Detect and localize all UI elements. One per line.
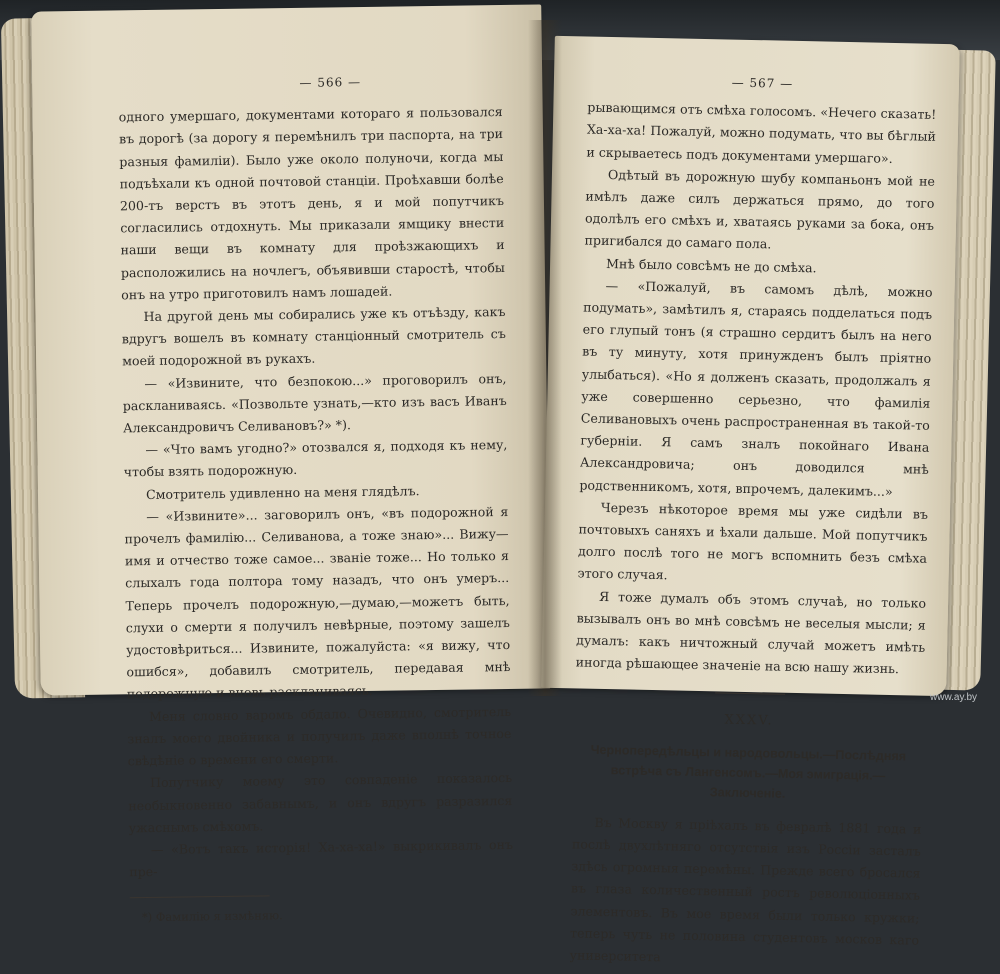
paragraph: Въ Москву я пріѣхалъ въ февралѣ 1881 года и послѣ двухлѣтняго отсутствія изъ Россіи засталъ здѣсь огромныя перемѣны. Прежде всего бросался въ глаза количественный ростъ революціонныхъ элементовъ. Въ мое время были только кружки; теперь чуть не половина студентовъ москов каго университета (569, 814, 922, 965)
chapter-number: XXXV. (724, 713, 774, 730)
paragraph: — «Извините, что безпокою...» проговорилъ онъ, раскланиваясь. «Позвольте узнать,—кто изъ васъ Иванъ Александровичъ Селивановъ?» *). (122, 370, 507, 436)
paragraph: Черезъ нѣкоторое время мы уже сидѣли въ почтовыхъ саняхъ и ѣхали дальше. Мой попутчикъ долго послѣ того не могъ вспомнить безъ смѣха этого случая. (577, 499, 929, 583)
paragraph: одного умершаго, документами котораго я пользовался въ дорогѣ (за дорогу я перемѣнилъ три паспорта, на три разныя фамиліи). Было уже около полуночи, когда мы подъѣхали къ одной почтовой станціи. Проѣхавши болѣе 200-тъ верстъ въ этотъ день, я и мой попутчикъ согласились отдохнуть. Мы приказали ямщику внести наши вещи въ комнату для проѣзжающихъ и расположились на ночлегъ, объявивши старостѣ, чтобы онъ на утро приготовилъ намъ лошадей. (118, 104, 505, 303)
paragraph: На другой день мы собирались уже къ отъѣзду, какъ вдругъ вошелъ въ комнату станціонный смотритель съ моей подорожной въ рукахъ. (121, 304, 506, 369)
paragraph: — «Что вамъ угодно?» отозвался я, подходя къ нему, чтобы взять подорожную. (123, 437, 508, 480)
paragraph: — «Извините»... заговорилъ онъ, «въ подорожной я прочелъ фамилію... Селиванова, а тоже знаю»... Вижу—имя и отчество тоже самое... званіе тоже... Но только я слыхалъ года полтора тому назадъ, что онъ умеръ... Теперь прочелъ подорожную,—думаю,—можетъ быть, слухи о смерти я получилъ невѣрные, поэтому зашелъ удостовѣриться... Извините, пожалуйста: «я вижу, что ошибся», добавилъ смотритель, передавая мнѣ подорожную и вновь раскланиваясь. (124, 503, 511, 702)
paragraph: Мнѣ было совсѣмъ не до смѣха. (605, 255, 817, 275)
footnote: *) Фамилію я измѣняю. (141, 908, 283, 925)
left-page (31, 4, 551, 925)
page-number-left: — 566 — (299, 74, 362, 90)
paragraph: Одѣтый въ дорожную шубу компаньонъ мой не имѣлъ даже силъ держаться прямо, до того одолѣлъ его смѣхъ и, хватаясь руками за бока, онъ пригибался до самаго пола. (584, 166, 936, 252)
paragraph: Меня словно варомъ обдало. Очевидно, смотритель зналъ моего двойника и получилъ даже вполнѣ точное свѣдѣніе о времени его смерти. (127, 703, 512, 769)
paragraph: — «Вотъ такъ исторія! Ха-ха-ха!» выкрикивалъ онъ пре- (129, 836, 514, 880)
paragraph: Я тоже думалъ объ этомъ случаѣ, но только вызывалъ онъ во мнѣ совсѣмъ не веселыя мысли; я думалъ: какъ ничтожный случай можетъ имѣть иногда рѣшающее значеніе на всю нашу жизнь. (575, 588, 927, 677)
footnote-divider (130, 896, 270, 899)
chapter-title: Чернопередѣльцы и народовольцы.—Послѣдняя встрѣча съ Лангенсомъ.—Моя эмиграція.—Заключеніе. (590, 742, 907, 801)
page-number-right: — 567 — (731, 75, 794, 91)
paragraph: — «Пожалуй, въ самомъ дѣлѣ, можно подумать», замѣтилъ я, стараясь подделаться подъ его глупый тонъ (я страшно сердитъ былъ на него въ ту минуту, хотя принужденъ былъ пріятно улыбаться). «Но я долженъ сказать, продолжалъ я уже совершенно серьезно, что фамилія Селивановыхъ очень распространенная въ такой-то губерніи. Я самъ зналъ покойнаго Ивана Александровича; онъ доводился мнѣ родственникомъ, хотя, впрочемъ, далекимъ...» (579, 277, 933, 499)
paragraph: Попутчику моему это совпаденіе показалось необыкновенно забавнымъ, и онъ вдругъ разразился ужаснымъ смѣхомъ. (128, 770, 513, 836)
paragraph: Смотритель удивленно на меня глядѣлъ. (145, 482, 420, 502)
chapter-divider (715, 693, 785, 695)
watermark: www.ay.by (930, 692, 978, 703)
paragraph: рывающимся отъ смѣха голосомъ. «Нечего сказать! Ха-ха-ха! Пожалуй, можно подумать, что вы бѣглый и скрываетесь подъ документами умершаго». (586, 99, 937, 166)
